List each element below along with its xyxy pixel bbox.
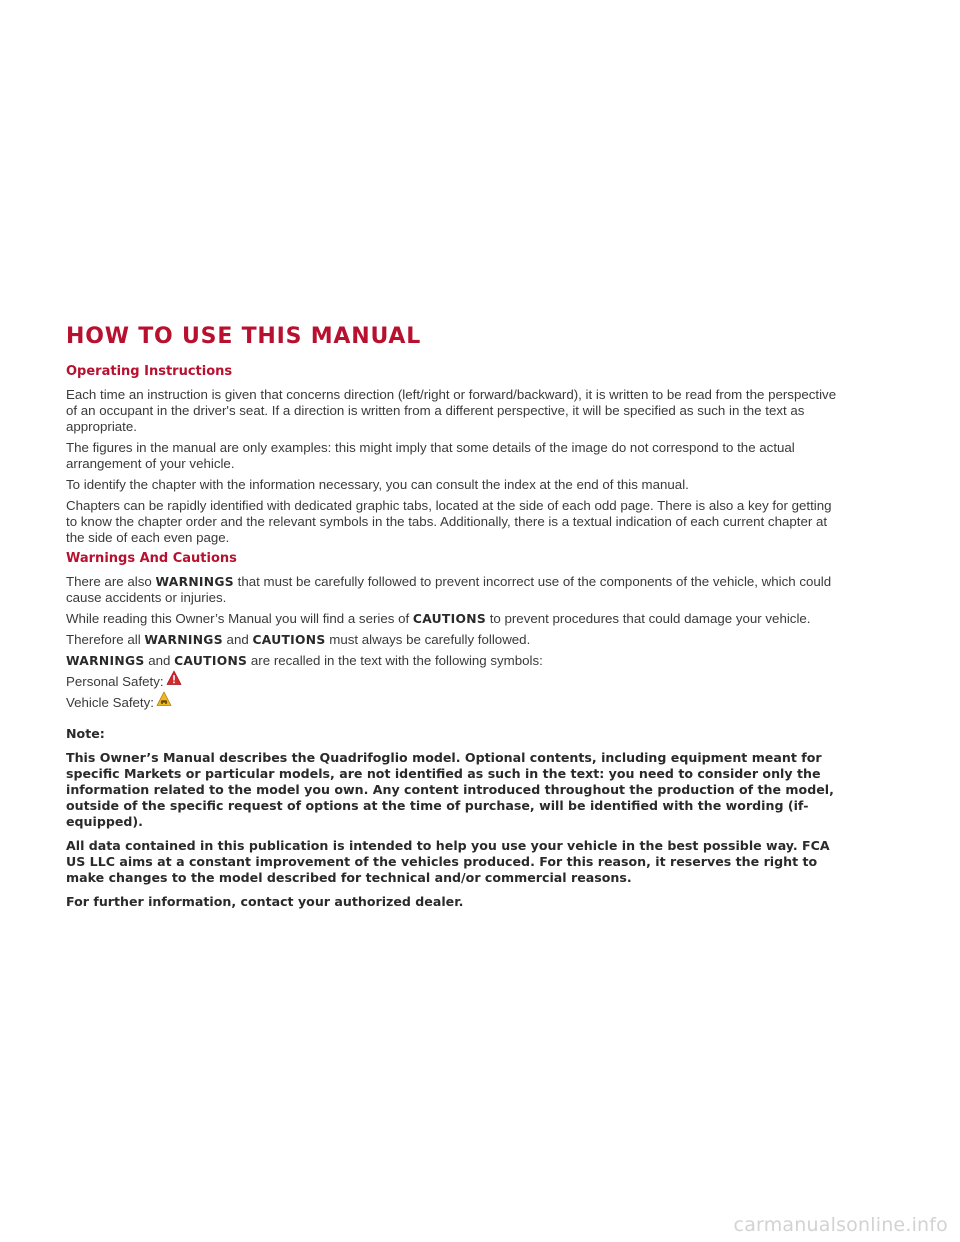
text-fragment: There are also: [66, 574, 156, 589]
watermark: carmanualsonline.info: [733, 1214, 948, 1236]
note-heading: Note:: [66, 726, 105, 741]
warnings-keyword: WARNINGS: [144, 633, 223, 647]
text-fragment: are recalled in the text with the following symbols:: [247, 653, 543, 668]
manual-page: [66, 324, 841, 918]
paragraph-direction: Each time an instruction is given that concerns direction (left/right or forward/backward), it is written to be read from the perspective of an occupant in the driver's seat. If a direction is written from a different perspective, it will be specified as such in the text as appropriate.: [66, 387, 837, 434]
text-fragment: While reading this Owner’s Manual you will find a series of: [66, 611, 413, 626]
section-heading-operating: Operating Instructions: [66, 364, 233, 379]
section-heading-warnings: Warnings And Cautions: [66, 551, 237, 566]
cautions-keyword: CAUTIONS: [252, 633, 326, 647]
paragraph-figures: The figures in the manual are only examples: this might imply that some details of the image do not correspond to the actual arrangement of your vehicle.: [66, 440, 795, 471]
note-quadrifoglio: This Owner’s Manual describes the Quadrifoglio model. Optional contents, including equipment meant for specific Markets or particular models, are not identified as such in the text: you need to consider only the information related to the model you own. Any content introduced throughout the production of the model, outside of the specific request of options at the time of purchase, will be identified with the wording (if-equipped).: [66, 750, 834, 829]
warnings-keyword: WARNINGS: [66, 654, 145, 668]
notes-block: [66, 726, 841, 910]
paragraph-index: To identify the chapter with the information necessary, you can consult the index at the end of this manual.: [66, 477, 689, 492]
text-fragment: Therefore all: [66, 632, 145, 647]
paragraph-cautions-intro: [66, 611, 841, 627]
vehicle-safety-caution-icon: [156, 691, 172, 707]
text-fragment: and: [222, 632, 253, 647]
note-dealer: For further information, contact your authorized dealer.: [66, 894, 464, 909]
warnings-keyword: WARNINGS: [155, 575, 234, 589]
paragraph-chapters: Chapters can be rapidly identified with dedicated graphic tabs, located at the side of each odd page. There is also a key for getting to know the chapter order and the relevant symbols in the tabs. Additionally, there is a textual indication of each current chapter at the side of each even page.: [66, 498, 832, 545]
paragraph-follow: [66, 632, 841, 648]
cautions-keyword: CAUTIONS: [174, 654, 248, 668]
text-fragment: must always be carefully followed.: [325, 632, 531, 647]
text-fragment: and: [144, 653, 175, 668]
text-fragment: that must be carefully followed to prevent incorrect use of the components of the vehicle, which could cause accidents or injuries.: [66, 574, 832, 605]
page-title: HOW TO USE THIS MANUAL: [66, 324, 422, 349]
text-fragment: to prevent procedures that could damage your vehicle.: [486, 611, 811, 626]
paragraph-warnings-intro: [66, 574, 841, 606]
note-data-disclaimer: All data contained in this publication is intended to help you use your vehicle in the best possible way. FCA US LLC aims at a constant improvement of the vehicles produced. For this reason, it reserves the right to make changes to the model described for technical and/or commercial reasons.: [66, 838, 830, 885]
personal-safety-warning-icon: [166, 670, 182, 686]
personal-safety-line: [66, 674, 841, 690]
vehicle-safety-label: Vehicle Safety:: [66, 695, 154, 710]
personal-safety-label: Personal Safety:: [66, 674, 164, 689]
paragraph-symbols: [66, 653, 841, 669]
cautions-keyword: CAUTIONS: [412, 612, 486, 626]
vehicle-safety-line: [66, 695, 841, 711]
